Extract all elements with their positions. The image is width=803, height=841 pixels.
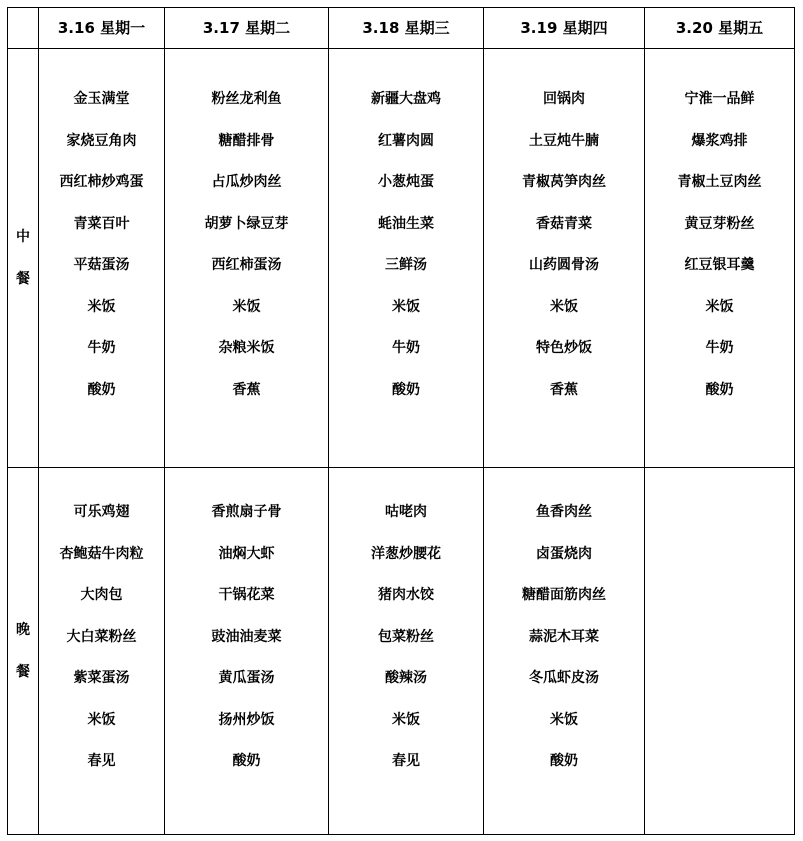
dinner-day-cell: [329, 468, 484, 835]
dish-item: 咕咾肉: [385, 504, 427, 520]
dish-item: 牛奶: [392, 340, 420, 356]
dish-item: 春见: [87, 753, 116, 769]
dish-item: 糖醋面筋肉丝: [522, 587, 606, 603]
dish-item: 黄瓜蛋汤: [218, 670, 275, 686]
dish-item: 大肉包: [80, 587, 123, 603]
dish-item: 猪肉水饺: [378, 587, 434, 603]
lunch-day-cell: [329, 49, 484, 468]
dish-item: 可乐鸡翅: [73, 504, 130, 520]
dish-item: 酸辣汤: [385, 670, 427, 686]
lunch-day-cell: [165, 49, 329, 468]
dish-item: 宁淮一品鲜: [684, 91, 755, 107]
dinner-row: [8, 468, 795, 835]
dish-item: 牛奶: [705, 340, 734, 356]
day-header: 3.16 星期一: [39, 8, 165, 49]
dish-item: 爆浆鸡排: [691, 132, 748, 149]
dish-item: 蒜泥木耳菜: [529, 628, 599, 645]
dish-item: 米饭: [550, 711, 578, 728]
day-header: 3.18 星期三: [329, 8, 484, 49]
dish-item: 红豆银耳羹: [684, 257, 755, 273]
dish-item: 酸奶: [392, 381, 420, 398]
dish-item: 酸奶: [550, 753, 578, 769]
dish-item: 豉油油麦菜: [211, 628, 282, 645]
dish-item: 洋葱炒腰花: [371, 545, 441, 562]
dish-item: 米饭: [705, 298, 734, 315]
dish-item: 香蕉: [232, 381, 261, 398]
dish-item: 油焖大虾: [218, 545, 275, 562]
day-header: 3.17 星期二: [165, 8, 329, 49]
dish-item: 酸奶: [232, 753, 261, 769]
dish-item: 牛奶: [87, 340, 116, 356]
dish-item: 糖醋排骨: [218, 132, 275, 149]
dish-item: 米饭: [87, 711, 116, 728]
day-header: 3.19 星期四: [484, 8, 645, 49]
dish-item: 香蕉: [550, 381, 578, 398]
dinner-day-cell: [39, 468, 165, 835]
dish-item: 青菜百叶: [73, 215, 130, 232]
dish-item: 青椒莴笋肉丝: [522, 174, 606, 190]
dish-item: 鱼香肉丝: [536, 504, 592, 520]
dish-item: 米饭: [392, 711, 420, 728]
dish-item: 酸奶: [87, 381, 116, 398]
dinner-day-cell: [165, 468, 329, 835]
lunch-day-cell: [645, 49, 795, 468]
meal-label-char: 餐: [16, 664, 30, 680]
dish-item: 大白菜粉丝: [66, 628, 137, 645]
dish-item: 占瓜炒肉丝: [211, 174, 282, 190]
dish-item: 三鲜汤: [385, 257, 427, 273]
dish-item: 金玉满堂: [73, 91, 130, 107]
dish-item: 新疆大盘鸡: [371, 91, 441, 107]
lunch-label: [8, 49, 39, 468]
dish-item: 春见: [392, 753, 420, 769]
day-header: 3.20 星期五: [645, 8, 795, 49]
dish-item: 米饭: [232, 298, 261, 315]
lunch-day-cell: [484, 49, 645, 468]
dish-item: 胡萝卜绿豆芽: [204, 215, 289, 232]
dish-item: 家烧豆角肉: [66, 132, 137, 149]
dish-item: 扬州炒饭: [218, 711, 275, 728]
dish-item: 米饭: [87, 298, 116, 315]
meal-label-char: 晚: [16, 622, 30, 638]
meal-label-char: 餐: [16, 271, 30, 287]
dish-item: 香菇青菜: [536, 215, 592, 232]
dish-item: 土豆炖牛腩: [529, 132, 599, 149]
dish-item: 杂粮米饭: [218, 340, 275, 356]
dish-item: 杏鲍菇牛肉粒: [59, 545, 144, 562]
dish-item: 粉丝龙利鱼: [211, 91, 282, 107]
dish-item: 青椒土豆肉丝: [677, 174, 762, 190]
dish-item: 黄豆芽粉丝: [684, 215, 755, 232]
corner-cell: [8, 8, 39, 49]
dish-item: 干锅花菜: [218, 587, 275, 603]
dish-item: 回锅肉: [543, 91, 585, 107]
dish-item: 米饭: [392, 298, 420, 315]
weekly-menu-table: [7, 7, 795, 835]
dish-item: 红薯肉圆: [378, 132, 434, 149]
dinner-label: [8, 468, 39, 835]
meal-label-char: 中: [16, 229, 30, 245]
dish-item: 冬瓜虾皮汤: [529, 670, 599, 686]
dish-item: 香煎扇子骨: [211, 504, 282, 520]
dish-item: 米饭: [550, 298, 578, 315]
dinner-day-cell: [645, 468, 795, 835]
dish-item: 西红柿炒鸡蛋: [59, 174, 144, 190]
dish-item: 蚝油生菜: [378, 215, 434, 232]
dish-item: 山药圆骨汤: [529, 257, 599, 273]
lunch-day-cell: [39, 49, 165, 468]
dinner-day-cell: [484, 468, 645, 835]
header-row: [8, 8, 795, 49]
dish-item: 包菜粉丝: [378, 628, 434, 645]
dish-item: 西红柿蛋汤: [211, 257, 282, 273]
lunch-row: [8, 49, 795, 468]
dish-item: 卤蛋烧肉: [536, 545, 592, 562]
dish-item: 小葱炖蛋: [378, 174, 434, 190]
dish-item: 平菇蛋汤: [73, 257, 130, 273]
dish-item: 酸奶: [705, 381, 734, 398]
dish-item: 紫菜蛋汤: [73, 670, 130, 686]
dish-item: 特色炒饭: [536, 340, 592, 356]
